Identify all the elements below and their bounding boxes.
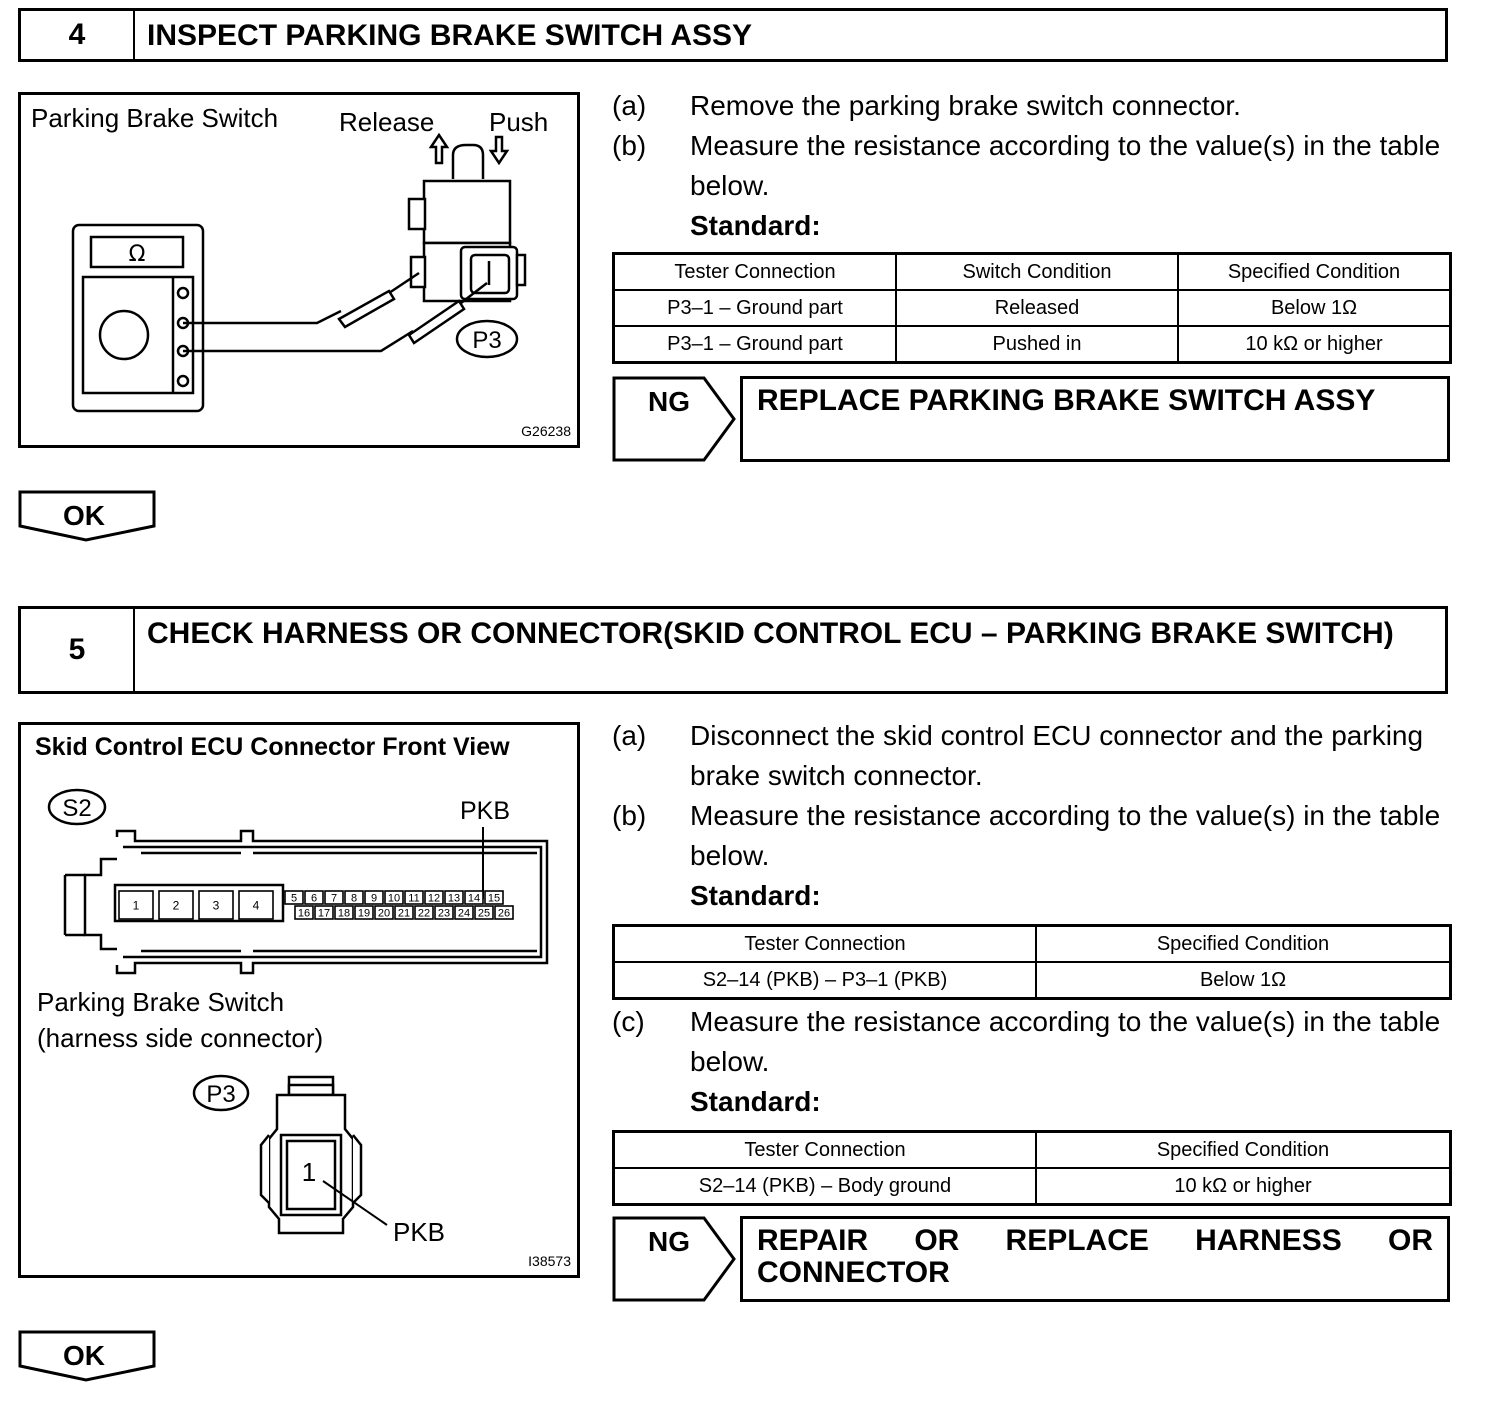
figure-label-release: Release (339, 107, 435, 137)
pin-number: 26 (497, 907, 511, 920)
connector-label: P3 (472, 327, 502, 354)
pin-number: 9 (370, 892, 378, 905)
figure-id: I38573 (528, 1253, 571, 1269)
instruction-item: (a) Remove the parking brake switch connector. (612, 90, 1241, 121)
figure-label-switch: Parking Brake Switch (31, 103, 279, 133)
table-header-row: Tester Connection Specified Condition (614, 926, 1451, 963)
pin-number: 12 (427, 892, 441, 905)
ng-action-text: REPAIR OR REPLACE HARNESS OR CONNECTOR (757, 1224, 1433, 1289)
pin-number: 18 (337, 907, 351, 920)
pin-number: 14 (467, 892, 481, 905)
step-4-figure (18, 92, 580, 448)
step-title: CHECK HARNESS OR CONNECTOR(SKID CONTROL ECU – PARKING BRAKE SWITCH) (147, 617, 1394, 650)
pin-number: 20 (377, 907, 391, 920)
pin-number: 16 (297, 907, 311, 920)
step-4-spec-table (612, 252, 1452, 364)
standard-label: Standard: (690, 880, 821, 911)
table-header-row: Tester Connection Switch Condition Specified Condition (614, 254, 1451, 291)
push-arrow-icon (491, 137, 507, 163)
switch-label-1: Parking Brake Switch (37, 987, 285, 1017)
ng-action-text: REPLACE PARKING BRAKE SWITCH ASSY (757, 384, 1376, 417)
step-5-header (18, 606, 1448, 694)
instruction-item: (b) Measure the resistance according to the value(s) in the table below. (612, 800, 1441, 871)
pin-number: 3 (212, 898, 220, 913)
standard-label: Standard: (690, 210, 821, 241)
standard-label: Standard: (690, 1086, 821, 1117)
figure-title: Skid Control ECU Connector Front View (35, 733, 510, 761)
pin-number: 1 (132, 898, 140, 913)
ng-action-box (740, 1216, 1450, 1302)
pin-number: 19 (357, 907, 371, 920)
figure-id: G26238 (521, 423, 571, 439)
switch-label-2: (harness side connector) (37, 1023, 324, 1053)
step-5-figure (18, 722, 580, 1278)
step-4-header (18, 8, 1448, 62)
table-row: S2–14 (PKB) – P3–1 (PKB) Below 1Ω (614, 962, 1451, 999)
pin-number: 25 (477, 907, 491, 920)
pin-number: 10 (387, 892, 401, 905)
ng-action-box (740, 376, 1450, 462)
parking-brake-switch-icon (409, 145, 525, 301)
step-5-instructions-2 (612, 1002, 1452, 1122)
pin-number: 21 (397, 907, 411, 920)
s2-label: S2 (62, 795, 92, 822)
step-number: 4 (21, 11, 135, 59)
p3-connector-icon (261, 1077, 361, 1233)
step-5-spec-table-1 (612, 924, 1452, 1000)
pin-number: 5 (290, 892, 298, 905)
pkb-label-bottom: PKB (393, 1217, 446, 1247)
table-row: P3–1 – Ground part Pushed in 10 kΩ or higher (614, 326, 1451, 363)
table-header-row: Tester Connection Specified Condition (614, 1132, 1451, 1169)
pin-number: 23 (437, 907, 451, 920)
step-5-instructions-1 (612, 716, 1452, 916)
pin-number: 22 (417, 907, 431, 920)
ng-label: NG (648, 386, 690, 417)
figure-label-push: Push (489, 107, 549, 137)
pin-number: 8 (350, 892, 358, 905)
pin-number: 13 (447, 892, 461, 905)
ok-label: OK (63, 500, 105, 531)
pin-number: 24 (457, 907, 471, 920)
release-arrow-icon (431, 135, 447, 163)
multimeter-diagram (21, 95, 577, 445)
pin-grid (119, 891, 513, 919)
step-number: 5 (21, 609, 135, 691)
pin-number: 2 (172, 898, 180, 913)
ok-label: OK (63, 1340, 105, 1371)
p3-label: P3 (206, 1081, 236, 1108)
step-5-spec-table-2 (612, 1130, 1452, 1206)
table-row: P3–1 – Ground part Released Below 1Ω (614, 290, 1451, 326)
p3-pin-label: 1 (301, 1157, 317, 1187)
pkb-label-top: PKB (459, 797, 511, 825)
pin-number: 6 (310, 892, 318, 905)
instruction-item: (b) Measure the resistance according to the value(s) in the table below. (612, 130, 1441, 201)
ng-label: NG (648, 1226, 690, 1257)
pin-number: 7 (330, 892, 338, 905)
ohm-symbol: Ω (128, 242, 146, 267)
pin-number: 15 (487, 892, 501, 905)
pin-number: 4 (252, 898, 260, 913)
instruction-item: (a) Disconnect the skid control ECU connector and the parking brake switch connector. (612, 720, 1424, 791)
pin-number: 11 (408, 892, 420, 905)
table-row: S2–14 (PKB) – Body ground 10 kΩ or higher (614, 1168, 1451, 1205)
instruction-item: (c) Measure the resistance according to the value(s) in the table below. (612, 1006, 1441, 1077)
step-title: INSPECT PARKING BRAKE SWITCH ASSY (147, 19, 753, 52)
step-4-instructions (612, 86, 1452, 246)
pin-number: 17 (317, 907, 331, 920)
